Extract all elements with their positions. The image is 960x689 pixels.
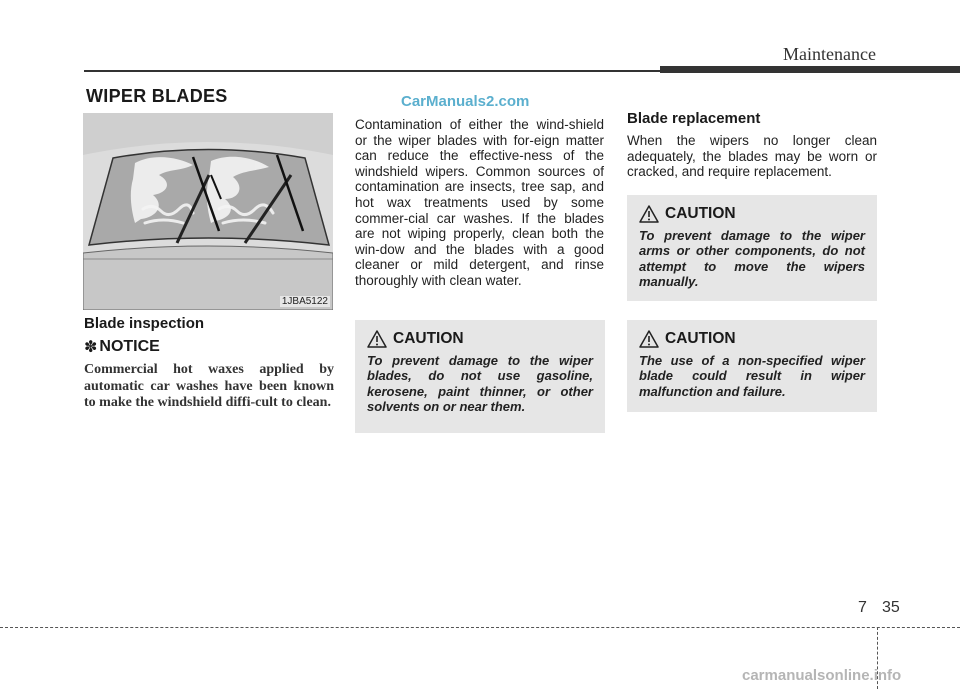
caution-box-manual-move	[627, 195, 877, 301]
caution-label: CAUTION	[393, 330, 464, 347]
watermark-top[interactable]: CarManuals2.com	[401, 93, 530, 110]
watermark-bottom[interactable]: carmanualsonline.info	[742, 667, 902, 684]
windshield-drawing	[83, 113, 333, 310]
caution-header	[639, 205, 865, 223]
header-section-title: Maintenance	[783, 44, 876, 64]
blade-replacement-heading: Blade replacement	[627, 110, 761, 127]
header-rule	[84, 70, 660, 72]
chapter-number: 7	[858, 599, 867, 616]
warning-triangle-icon	[639, 330, 659, 348]
footer-rule	[0, 627, 960, 628]
notice-icon: ✽	[84, 339, 98, 356]
caution-header	[639, 330, 865, 348]
notice-heading	[84, 337, 160, 357]
page-title: WIPER BLADES	[86, 86, 228, 106]
blade-inspection-heading: Blade inspection	[84, 315, 205, 332]
notice-label: NOTICE	[99, 338, 160, 355]
warning-triangle-icon	[639, 205, 659, 223]
caution-header	[367, 330, 593, 348]
contamination-paragraph: Contamination of either the wind-shield or the wiper blades with for-eign matter can reduce the effective-ness of the windshield wipers. Common sources of contamination are insects, tree sap, and hot wax treatments used by some commer-cial car washes. If the blades are not wiping properly, clean both the win-dow and the blades with a good cleaner or mild detergent, and rinse thoroughly with clean water.	[355, 117, 604, 288]
caution-box-solvents	[355, 320, 605, 433]
header-rule-accent	[660, 66, 960, 73]
caution-label: CAUTION	[665, 205, 736, 222]
caution-text: The use of a non-specified wiper blade could result in wiper malfunction and failure.	[639, 353, 865, 399]
caution-text: To prevent damage to the wiper arms or other components, do not attempt to move the wipers manually.	[639, 228, 865, 290]
page-number: 35	[882, 599, 900, 616]
figure-code: 1JBA5122	[281, 296, 328, 307]
notice-text: Commercial hot waxes applied by automatic car washes have been known to make the windshield diffi-cult to clean.	[84, 362, 334, 410]
caution-text: To prevent damage to the wiper blades, do not use gasoline, kerosene, paint thinner, or other solvents on or near them.	[367, 353, 593, 415]
windshield-wiper-illustration	[83, 113, 333, 310]
caution-label: CAUTION	[665, 330, 736, 347]
caution-box-non-specified-blade	[627, 320, 877, 412]
blade-replacement-paragraph: When the wipers no longer clean adequately, the blades may be worn or cracked, and require replacement.	[627, 133, 877, 180]
warning-triangle-icon	[367, 330, 387, 348]
